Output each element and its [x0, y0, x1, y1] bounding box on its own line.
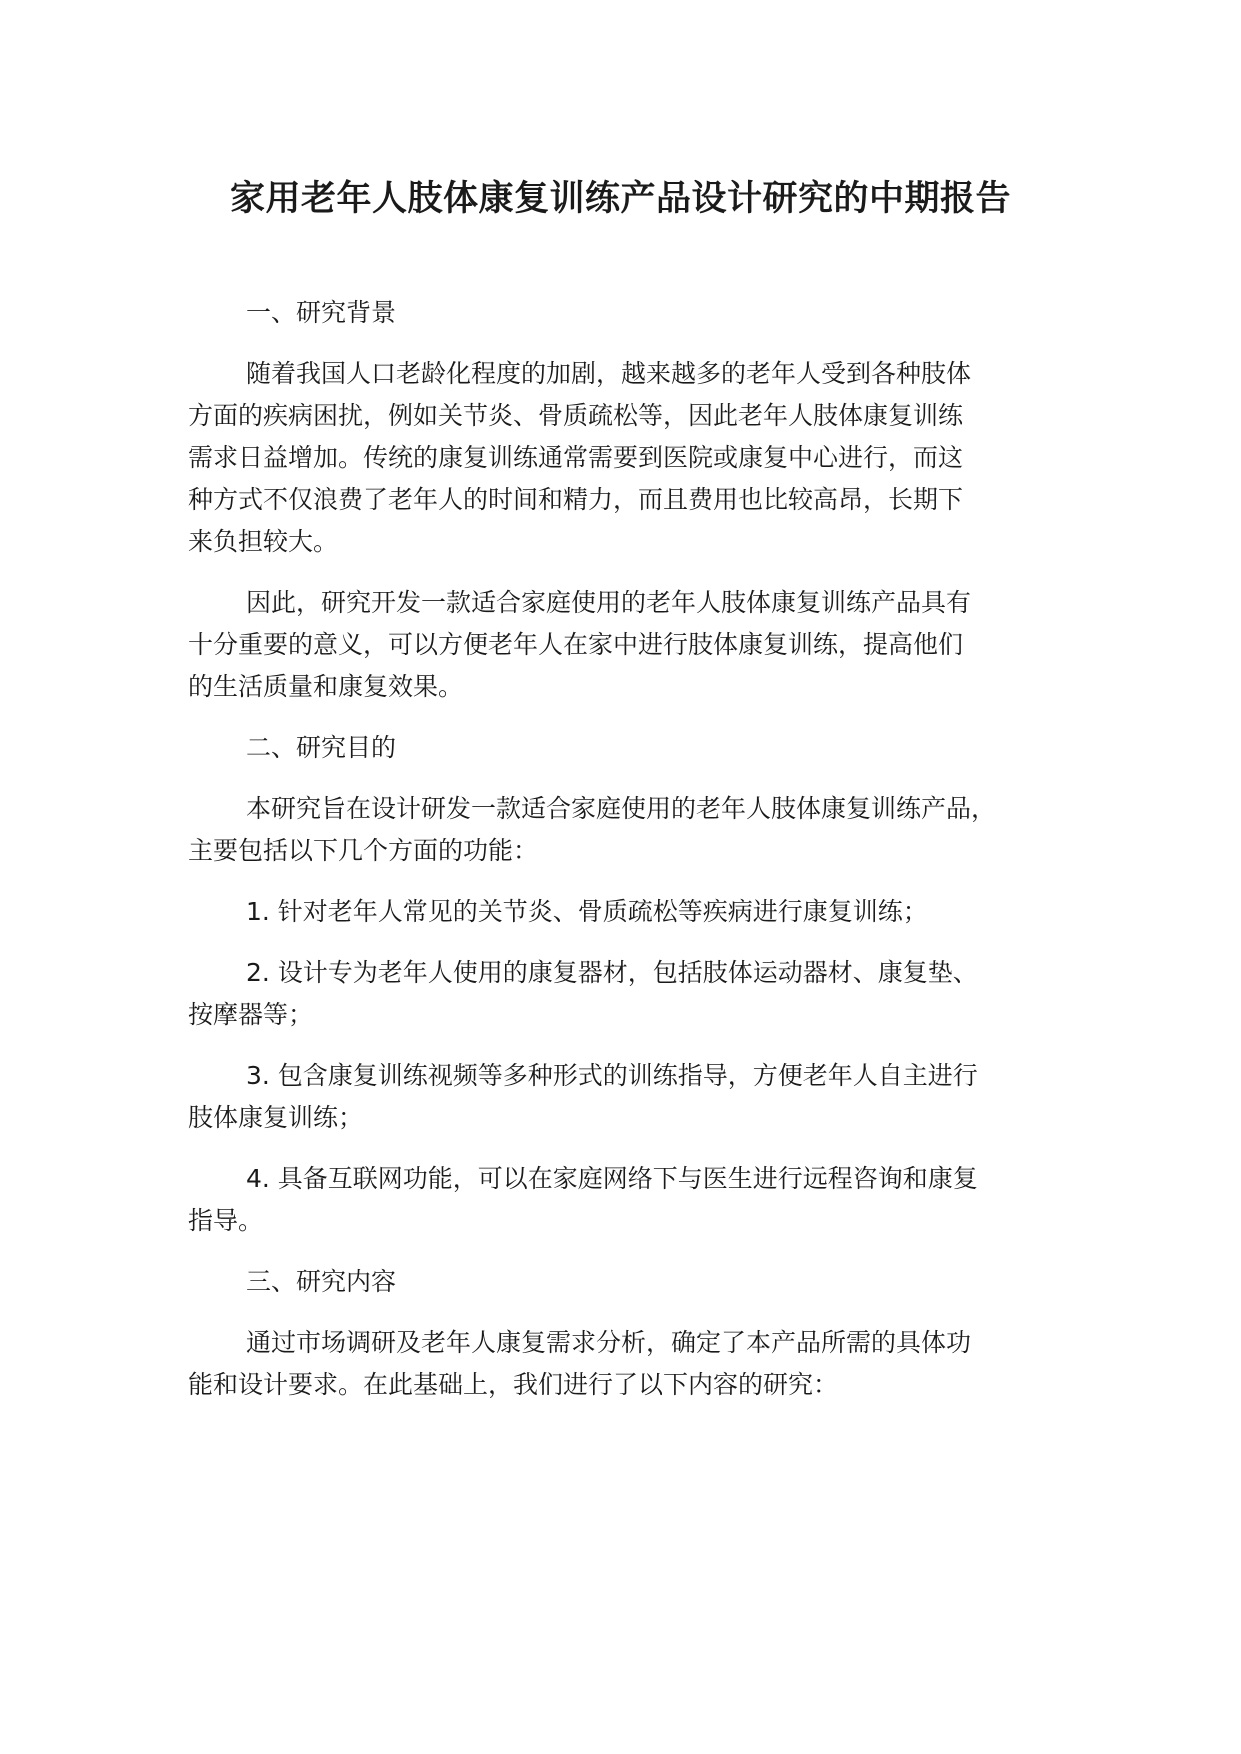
list-item-2: 2. 设计专为老年人使用的康复器材，包括肢体运动器材、康复垫、 [246, 958, 978, 987]
list-item-3-continued: 肢体康复训练； [188, 1103, 364, 1132]
list-item-4: 4. 具备互联网功能，可以在家庭网络下与医生进行远程咨询和康复 [246, 1164, 978, 1193]
paragraph-line: 随着我国人口老龄化程度的加剧，越来越多的老年人受到各种肢体 [246, 359, 972, 388]
paragraph-line: 因此，研究开发一款适合家庭使用的老年人肢体康复训练产品具有 [246, 588, 972, 617]
paragraph-line: 本研究旨在设计研发一款适合家庭使用的老年人肢体康复训练产品， [246, 794, 997, 823]
paragraph-line: 种方式不仅浪费了老年人的时间和精力，而且费用也比较高昂，长期下 [188, 485, 964, 514]
paragraph-line: 主要包括以下几个方面的功能： [188, 836, 539, 865]
paragraph-line: 需求日益增加。传统的康复训练通常需要到医院或康复中心进行，而这 [188, 443, 964, 472]
paragraph-line: 来负担较大。 [188, 527, 339, 556]
section-heading-background: 一、研究背景 [246, 298, 397, 327]
paragraph-line: 十分重要的意义，可以方便老年人在家中进行肢体康复训练，提高他们 [188, 630, 964, 659]
paragraph-line: 方面的疾病困扰，例如关节炎、骨质疏松等，因此老年人肢体康复训练 [188, 401, 964, 430]
list-item-1: 1. 针对老年人常见的关节炎、骨质疏松等疾病进行康复训练； [246, 897, 928, 926]
paragraph-line: 的生活质量和康复效果。 [188, 672, 464, 701]
paragraph-line: 通过市场调研及老年人康复需求分析，确定了本产品所需的具体功 [246, 1328, 972, 1357]
list-item-2-continued: 按摩器等； [188, 1000, 314, 1029]
section-heading-purpose: 二、研究目的 [246, 733, 397, 762]
list-item-3: 3. 包含康复训练视频等多种形式的训练指导，方便老年人自主进行 [246, 1061, 978, 1090]
list-item-4-continued: 指导。 [188, 1206, 264, 1235]
section-heading-content: 三、研究内容 [246, 1267, 397, 1296]
document-title: 家用老年人肢体康复训练产品设计研究的中期报告 [229, 179, 1011, 219]
paragraph-line: 能和设计要求。在此基础上，我们进行了以下内容的研究： [188, 1370, 839, 1399]
